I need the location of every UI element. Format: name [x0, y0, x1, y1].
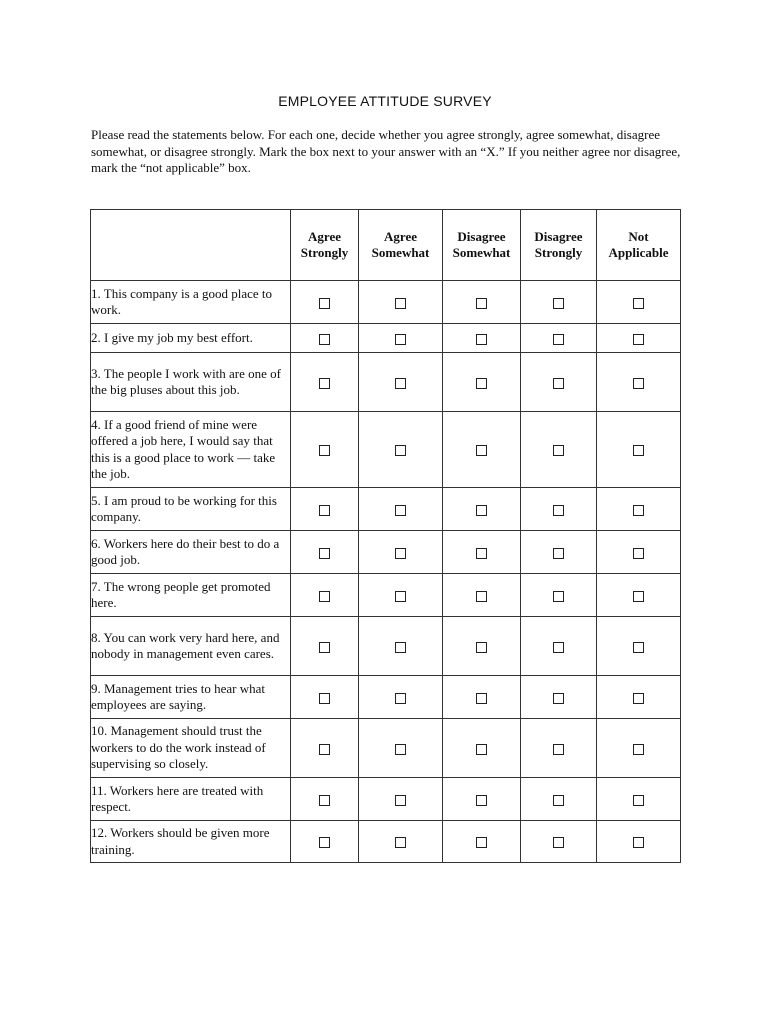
answer-cell-disagree-strongly: [521, 574, 597, 617]
answer-cell-disagree-strongly: [521, 412, 597, 488]
checkbox-not-applicable[interactable]: [633, 378, 644, 389]
survey-row-4: [91, 412, 681, 488]
checkbox-not-applicable[interactable]: [633, 505, 644, 516]
checkbox-disagree-strongly[interactable]: [553, 591, 564, 602]
checkbox-disagree-strongly[interactable]: [553, 548, 564, 559]
answer-cell-not-applicable: [597, 617, 681, 676]
statement-header-blank: [91, 210, 291, 281]
survey-row-8: [91, 617, 681, 676]
checkbox-agree-somewhat[interactable]: [395, 445, 406, 456]
survey-row-6: [91, 531, 681, 574]
answer-cell-disagree-somewhat: [443, 353, 521, 412]
answer-cell-agree-strongly: [291, 531, 359, 574]
statement-text: 3. The people I work with are one of the big pluses about this job.: [91, 353, 291, 412]
checkbox-not-applicable[interactable]: [633, 744, 644, 755]
checkbox-disagree-strongly[interactable]: [553, 378, 564, 389]
col-header-agree-strongly: Agree Strongly: [291, 210, 359, 281]
col-header-not-applicable: Not Applicable: [597, 210, 681, 281]
answer-cell-not-applicable: [597, 324, 681, 353]
answer-cell-disagree-somewhat: [443, 412, 521, 488]
checkbox-agree-somewhat[interactable]: [395, 837, 406, 848]
statement-text: 2. I give my job my best effort.: [91, 324, 291, 353]
answer-cell-not-applicable: [597, 676, 681, 719]
checkbox-agree-strongly[interactable]: [319, 642, 330, 653]
answer-cell-agree-strongly: [291, 617, 359, 676]
checkbox-disagree-somewhat[interactable]: [476, 795, 487, 806]
checkbox-disagree-strongly[interactable]: [553, 445, 564, 456]
statement-text: 8. You can work very hard here, and nobody in management even cares.: [91, 617, 291, 676]
answer-cell-agree-strongly: [291, 821, 359, 863]
statement-text: 9. Management tries to hear what employees are saying.: [91, 676, 291, 719]
checkbox-agree-strongly[interactable]: [319, 505, 330, 516]
answer-cell-agree-somewhat: [359, 324, 443, 353]
answer-cell-disagree-somewhat: [443, 719, 521, 778]
answer-cell-agree-somewhat: [359, 617, 443, 676]
col-header-disagree-somewhat: Disagree Somewhat: [443, 210, 521, 281]
answer-cell-disagree-somewhat: [443, 531, 521, 574]
statement-text: 11. Workers here are treated with respect.: [91, 778, 291, 821]
answer-cell-disagree-strongly: [521, 531, 597, 574]
checkbox-not-applicable[interactable]: [633, 548, 644, 559]
statement-text: 4. If a good friend of mine were offered a job here, I would say that this is a good place to work — take the job.: [91, 412, 291, 488]
answer-cell-agree-somewhat: [359, 531, 443, 574]
answer-cell-not-applicable: [597, 531, 681, 574]
checkbox-not-applicable[interactable]: [633, 795, 644, 806]
checkbox-disagree-somewhat[interactable]: [476, 693, 487, 704]
survey-row-2: [91, 324, 681, 353]
checkbox-agree-somewhat[interactable]: [395, 334, 406, 345]
answer-cell-not-applicable: [597, 488, 681, 531]
survey-title: EMPLOYEE ATTITUDE SURVEY: [278, 93, 492, 109]
checkbox-disagree-somewhat[interactable]: [476, 591, 487, 602]
survey-row-9: [91, 676, 681, 719]
checkbox-disagree-strongly[interactable]: [553, 837, 564, 848]
checkbox-agree-somewhat[interactable]: [395, 693, 406, 704]
checkbox-disagree-strongly[interactable]: [553, 505, 564, 516]
checkbox-not-applicable[interactable]: [633, 591, 644, 602]
checkbox-not-applicable[interactable]: [633, 693, 644, 704]
answer-cell-disagree-somewhat: [443, 281, 521, 324]
checkbox-agree-somewhat[interactable]: [395, 744, 406, 755]
checkbox-agree-strongly[interactable]: [319, 298, 330, 309]
checkbox-disagree-strongly[interactable]: [553, 693, 564, 704]
answer-cell-disagree-somewhat: [443, 676, 521, 719]
answer-cell-agree-strongly: [291, 412, 359, 488]
header-row: [91, 210, 681, 281]
statement-text: 10. Management should trust the workers to do the work instead of supervising so closely.: [91, 719, 291, 778]
checkbox-agree-strongly[interactable]: [319, 693, 330, 704]
answer-cell-agree-strongly: [291, 281, 359, 324]
checkbox-disagree-strongly[interactable]: [553, 744, 564, 755]
checkbox-agree-somewhat[interactable]: [395, 795, 406, 806]
answer-cell-not-applicable: [597, 353, 681, 412]
answer-cell-agree-strongly: [291, 324, 359, 353]
answer-cell-disagree-strongly: [521, 719, 597, 778]
checkbox-not-applicable[interactable]: [633, 837, 644, 848]
checkbox-disagree-somewhat[interactable]: [476, 505, 487, 516]
col-header-disagree-strongly: Disagree Strongly: [521, 210, 597, 281]
answer-cell-disagree-somewhat: [443, 617, 521, 676]
survey-row-12: [91, 821, 681, 863]
checkbox-agree-strongly[interactable]: [319, 378, 330, 389]
survey-row-11: [91, 778, 681, 821]
statement-text: 6. Workers here do their best to do a good job.: [91, 531, 291, 574]
checkbox-agree-strongly[interactable]: [319, 548, 330, 559]
answer-cell-disagree-somewhat: [443, 574, 521, 617]
answer-cell-disagree-strongly: [521, 281, 597, 324]
checkbox-agree-somewhat[interactable]: [395, 505, 406, 516]
checkbox-disagree-somewhat[interactable]: [476, 378, 487, 389]
answer-cell-agree-strongly: [291, 676, 359, 719]
answer-cell-not-applicable: [597, 281, 681, 324]
checkbox-agree-strongly[interactable]: [319, 795, 330, 806]
checkbox-disagree-strongly[interactable]: [553, 298, 564, 309]
answer-cell-agree-strongly: [291, 574, 359, 617]
checkbox-agree-strongly[interactable]: [319, 445, 330, 456]
answer-cell-agree-strongly: [291, 719, 359, 778]
checkbox-agree-somewhat[interactable]: [395, 642, 406, 653]
checkbox-disagree-somewhat[interactable]: [476, 642, 487, 653]
answer-cell-disagree-somewhat: [443, 324, 521, 353]
statement-text: 7. The wrong people get promoted here.: [91, 574, 291, 617]
answer-cell-agree-somewhat: [359, 821, 443, 863]
checkbox-agree-strongly[interactable]: [319, 837, 330, 848]
statement-text: 5. I am proud to be working for this company.: [91, 488, 291, 531]
answer-cell-agree-somewhat: [359, 281, 443, 324]
statement-text: 1. This company is a good place to work.: [91, 281, 291, 324]
checkbox-not-applicable[interactable]: [633, 334, 644, 345]
checkbox-not-applicable[interactable]: [633, 298, 644, 309]
checkbox-agree-somewhat[interactable]: [395, 298, 406, 309]
answer-cell-agree-strongly: [291, 488, 359, 531]
checkbox-agree-strongly[interactable]: [319, 744, 330, 755]
answer-cell-disagree-somewhat: [443, 488, 521, 531]
survey-table: [90, 209, 681, 863]
checkbox-agree-somewhat[interactable]: [395, 591, 406, 602]
checkbox-disagree-somewhat[interactable]: [476, 744, 487, 755]
answer-cell-agree-somewhat: [359, 778, 443, 821]
answer-cell-agree-somewhat: [359, 676, 443, 719]
col-header-agree-somewhat: Agree Somewhat: [359, 210, 443, 281]
answer-cell-not-applicable: [597, 778, 681, 821]
answer-cell-agree-somewhat: [359, 412, 443, 488]
answer-cell-disagree-somewhat: [443, 821, 521, 863]
answer-cell-agree-somewhat: [359, 353, 443, 412]
survey-row-7: [91, 574, 681, 617]
answer-cell-not-applicable: [597, 719, 681, 778]
answer-cell-disagree-strongly: [521, 324, 597, 353]
answer-cell-disagree-somewhat: [443, 778, 521, 821]
checkbox-disagree-somewhat[interactable]: [476, 334, 487, 345]
checkbox-disagree-somewhat[interactable]: [476, 548, 487, 559]
answer-cell-disagree-strongly: [521, 617, 597, 676]
checkbox-agree-strongly[interactable]: [319, 591, 330, 602]
survey-row-5: [91, 488, 681, 531]
checkbox-agree-somewhat[interactable]: [395, 378, 406, 389]
survey-row-10: [91, 719, 681, 778]
checkbox-disagree-somewhat[interactable]: [476, 298, 487, 309]
answer-cell-agree-somewhat: [359, 719, 443, 778]
survey-row-1: [91, 281, 681, 324]
checkbox-not-applicable[interactable]: [633, 445, 644, 456]
answer-cell-not-applicable: [597, 821, 681, 863]
answer-cell-agree-somewhat: [359, 488, 443, 531]
answer-cell-not-applicable: [597, 574, 681, 617]
checkbox-disagree-strongly[interactable]: [553, 334, 564, 345]
answer-cell-disagree-strongly: [521, 778, 597, 821]
statement-text: 12. Workers should be given more training.: [91, 821, 291, 863]
answer-cell-disagree-strongly: [521, 353, 597, 412]
answer-cell-agree-strongly: [291, 353, 359, 412]
checkbox-disagree-strongly[interactable]: [553, 795, 564, 806]
answer-cell-agree-strongly: [291, 778, 359, 821]
checkbox-disagree-somewhat[interactable]: [476, 445, 487, 456]
answer-cell-disagree-strongly: [521, 676, 597, 719]
answer-cell-disagree-strongly: [521, 821, 597, 863]
answer-cell-not-applicable: [597, 412, 681, 488]
checkbox-not-applicable[interactable]: [633, 642, 644, 653]
answer-cell-disagree-strongly: [521, 488, 597, 531]
answer-cell-agree-somewhat: [359, 574, 443, 617]
checkbox-disagree-strongly[interactable]: [553, 642, 564, 653]
instructions-paragraph: Please read the statements below. For each one, decide whether you agree strongly, agree somewhat, disagree somewhat, or disagree strongly. Mark the box next to your answer with an “X.” If you neither agree nor disagree, mark the “not applicable” box.: [91, 127, 681, 175]
survey-row-3: [91, 353, 681, 412]
checkbox-agree-strongly[interactable]: [319, 334, 330, 345]
checkbox-agree-somewhat[interactable]: [395, 548, 406, 559]
checkbox-disagree-somewhat[interactable]: [476, 837, 487, 848]
